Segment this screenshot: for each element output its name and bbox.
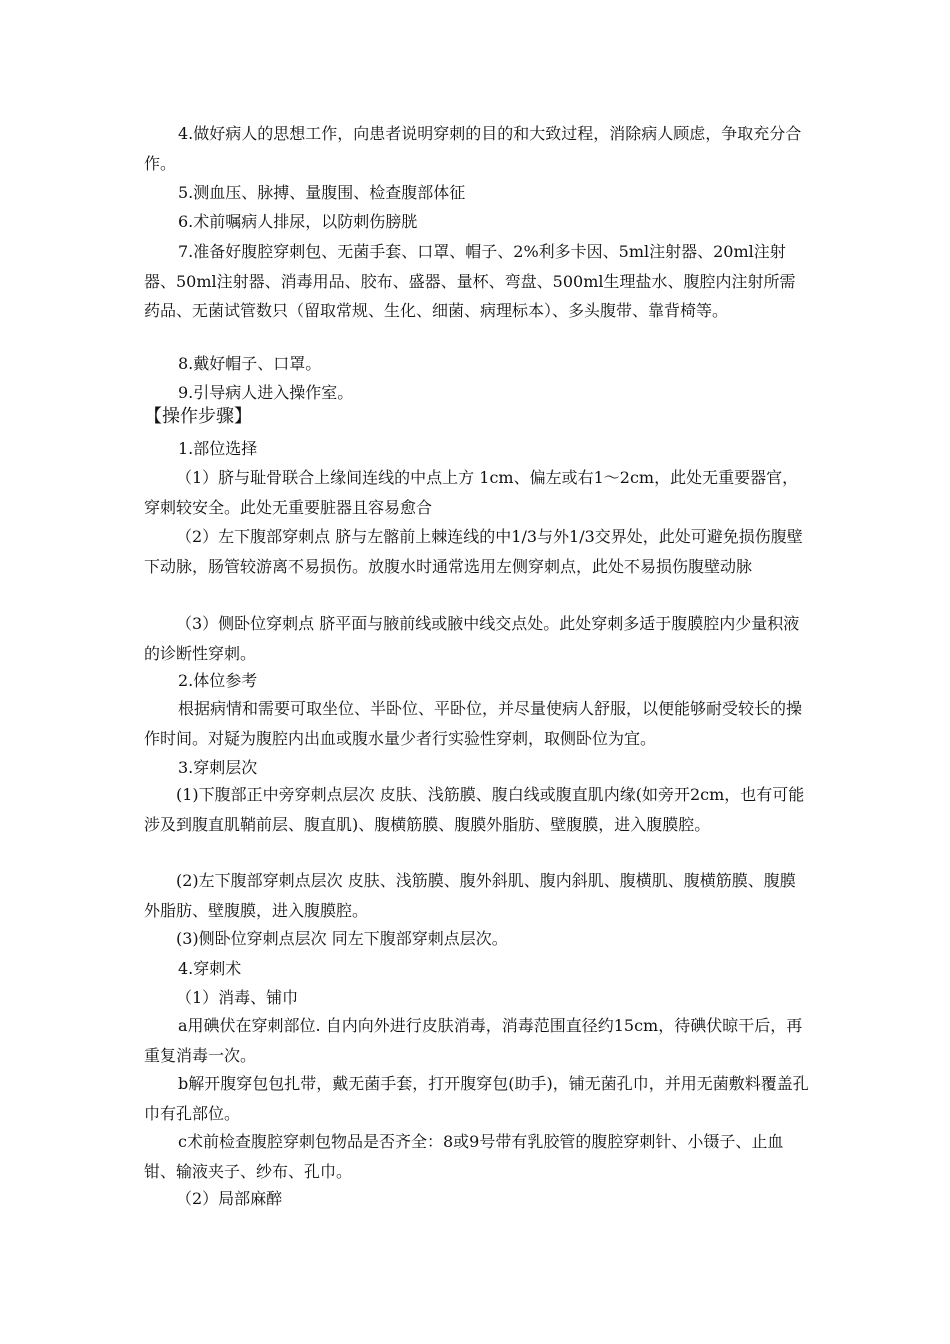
step1-para2: （2）左下腹部穿刺点 脐与左髂前上棘连线的中1/3与外1/3交界处，此处可避免损伤腹壁下动脉，肠管较游离不易损伤。放腹水时通常选用左侧穿刺点，此处不易损伤腹壁动脉 [144,527,803,576]
step3-para3: (3)侧卧位穿刺点层次 同左下腹部穿刺点层次。 [176,929,508,948]
prep-item-4: 4.做好病人的思想工作，向患者说明穿刺的目的和大致过程，消除病人顾虑，争取充分合作。 [144,124,802,173]
step4-sub2: （2）局部麻醉 [176,1189,283,1208]
section-heading-steps: 【操作步骤】 [144,406,252,427]
step4-para-c: c术前检查腹腔穿刺包物品是否齐全：8或9号带有乳胶管的腹腔穿刺针、小镊子、止血钳、输液夹子、纱布、孔巾。 [144,1132,784,1181]
step2-title: 2.体位参考 [178,671,258,690]
step3-para1: (1)下腹部正中旁穿刺点层次 皮肤、浅筋膜、腹白线或腹直肌内缘(如旁开2cm，也有可能涉及到腹直肌鞘前层、腹直肌)、腹横筋膜、腹膜外脂肪、壁腹膜，进入腹膜腔。 [144,785,805,834]
step4-para-a: a用碘伏在穿刺部位. 自内向外进行皮肤消毒，消毒范围直径约15cm，待碘伏晾干后，再重复消毒一次。 [144,1016,803,1065]
step3-para2: (2)左下腹部穿刺点层次 皮肤、浅筋膜、腹外斜肌、腹内斜肌、腹横肌、腹横筋膜、腹膜外脂肪、壁腹膜，进入腹膜腔。 [144,871,796,920]
prep-item-6: 6.术前嘱病人排尿，以防刺伤膀胱 [178,212,418,231]
step4-sub1: （1）消毒、铺巾 [176,988,299,1007]
step2-para1: 根据病情和需要可取坐位、半卧位、平卧位，并尽量使病人舒服，以便能够耐受较长的操作时间。对疑为腹腔内出血或腹水量少者行实验性穿刺，取侧卧位为宜。 [144,699,803,748]
prep-item-9: 9.引导病人进入操作室。 [178,383,354,402]
step1-para1: （1）脐与耻骨联合上缘间连线的中点上方 1cm、偏左或右1～2cm，此处无重要器官，穿刺较安全。此处无重要脏器且容易愈合 [144,468,799,517]
step3-title: 3.穿刺层次 [178,758,258,777]
prep-item-5: 5.测血压、脉搏、量腹围、检查腹部体征 [178,183,466,202]
step4-title: 4.穿刺术 [178,959,242,978]
step4-para-b: b解开腹穿包包扎带，戴无菌手套，打开腹穿包(助手)，铺无菌孔巾，并用无菌敷料覆盖孔巾有孔部位。 [144,1074,809,1123]
step1-title: 1.部位选择 [178,439,258,458]
prep-item-8: 8.戴好帽子、口罩。 [178,354,322,373]
prep-item-7: 7.准备好腹腔穿刺包、无菌手套、口罩、帽子、2%利多卡因、5ml注射器、20ml注射器、50ml注射器、消毒用品、胶布、盛器、量杯、弯盘、500ml生理盐水、腹腔内注射所需药品、无菌试管数只（留取常规、生化、细菌、病理标本）、多头腹带、靠背椅等。 [144,242,796,320]
step1-para3: （3）侧卧位穿刺点 脐平面与腋前线或腋中线交点处。此处穿刺多适于腹膜腔内少量积液的诊断性穿刺。 [144,614,800,663]
